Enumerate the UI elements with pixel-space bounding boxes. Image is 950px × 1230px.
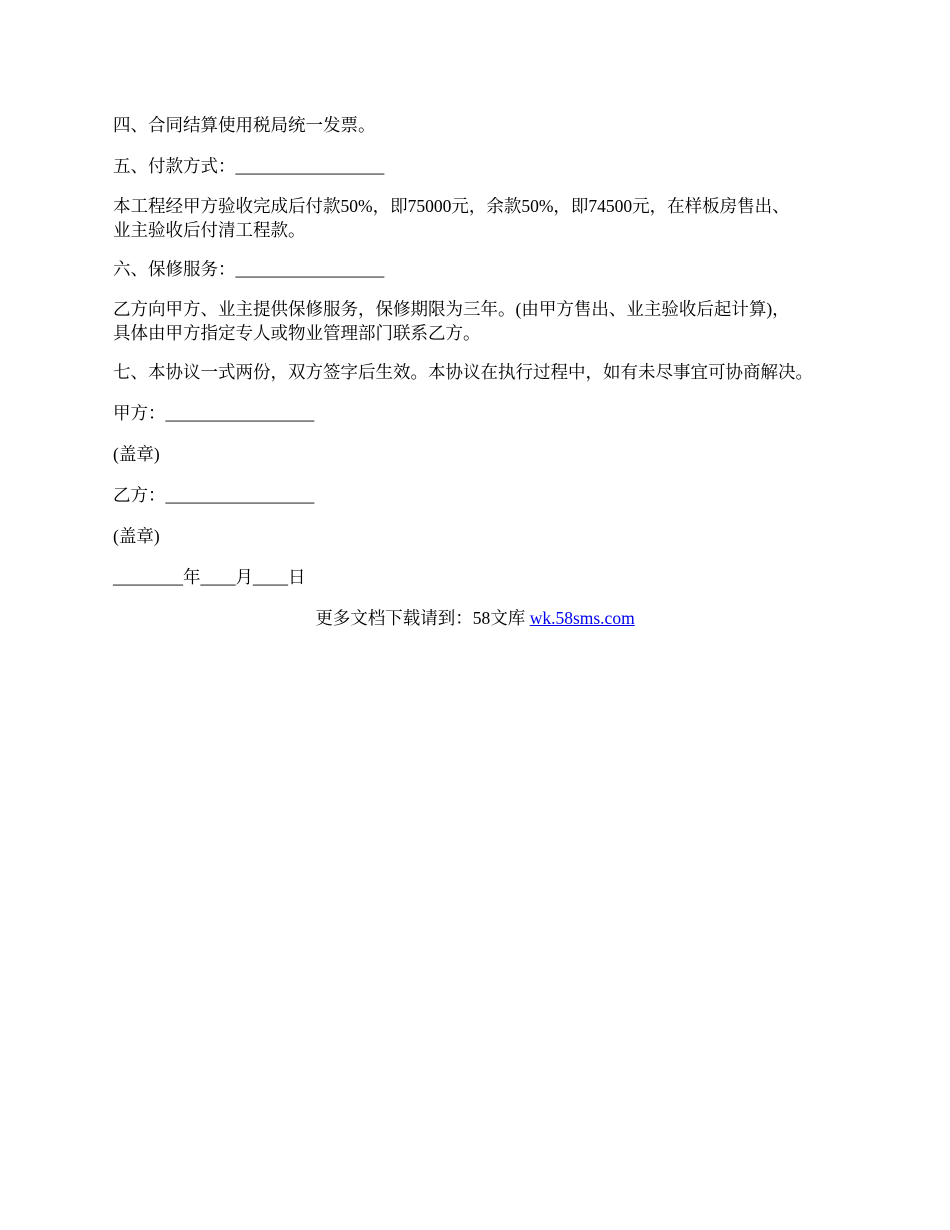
footer-text: 更多文档下载请到：58文库 — [315, 608, 530, 628]
party-a-signature-line: 甲方：_________________ — [113, 403, 315, 423]
warranty-line-2: 具体由甲方指定专人或物业管理部门联系乙方。 — [113, 323, 481, 343]
payment-line-2: 业主验收后付清工程款。 — [113, 220, 306, 240]
clause-6-heading: 六、保修服务：_________________ — [113, 259, 385, 279]
footer-link[interactable]: wk.58sms.com — [529, 608, 635, 628]
payment-paragraph — [113, 194, 853, 242]
party-b-seal: (盖章) — [113, 526, 160, 546]
warranty-line-1: 乙方向甲方、业主提供保修服务，保修期限为三年。(由甲方售出、业主验收后起计算)， — [113, 299, 790, 319]
clause-7: 七、本协议一式两份，双方签字后生效。本协议在执行过程中，如有未尽事宜可协商解决。 — [113, 362, 813, 382]
payment-line-1: 本工程经甲方验收完成后付款50%，即75000元，余款50%，即74500元，在样板房售出、 — [113, 196, 790, 216]
download-footer — [0, 607, 950, 629]
warranty-paragraph — [113, 297, 853, 345]
clause-5-heading: 五、付款方式：_________________ — [113, 156, 385, 176]
date-line: ________年____月____日 — [113, 567, 306, 587]
party-b-signature-line: 乙方：_________________ — [113, 485, 315, 505]
party-a-seal: (盖章) — [113, 444, 160, 464]
clause-4: 四、合同结算使用税局统一发票。 — [113, 115, 376, 135]
